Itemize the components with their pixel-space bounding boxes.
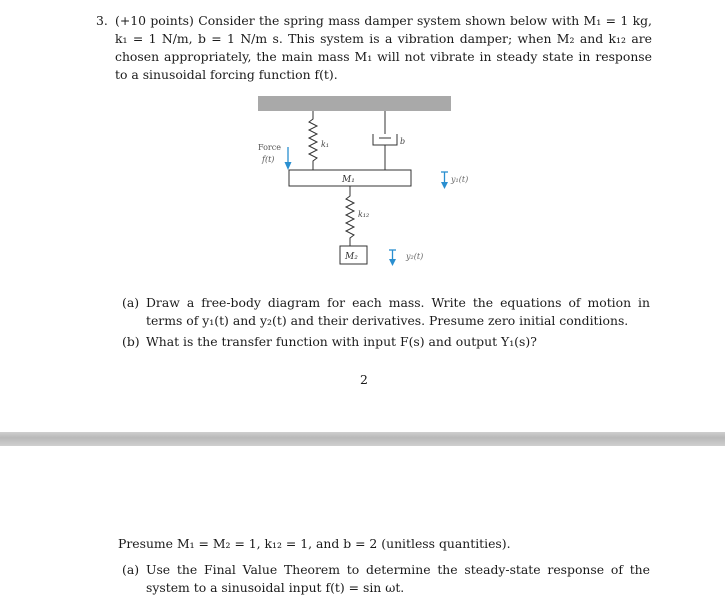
- y1-arrow: [441, 172, 448, 189]
- force-function-label: f(t): [262, 155, 275, 164]
- part-b-text: What is the transfer function with input F(s) and output Y₁(s)?: [146, 334, 537, 349]
- spring-k1: [309, 111, 317, 170]
- problem-number: 3.: [96, 13, 108, 28]
- y2-arrow: [389, 250, 396, 266]
- part-a-label: (a): [122, 295, 140, 310]
- part-a: [122, 294, 650, 330]
- page-separator: [0, 432, 725, 446]
- ground-plate: [258, 96, 451, 111]
- page-2: [0, 446, 725, 596]
- force-label: Force: [258, 143, 281, 152]
- page2-part-a-label: (a): [122, 562, 140, 577]
- y2-label: y₂(t): [406, 252, 424, 261]
- part-b: [122, 333, 650, 351]
- force-arrow: [285, 147, 292, 170]
- damper-b: [373, 111, 397, 170]
- part-a-text: Draw a free-body diagram for each mass. Write the equations of motion in terms of y₁(t) and y₂(t) and their derivatives. Presume zero initial conditions.: [146, 295, 650, 328]
- b-label: b: [400, 137, 406, 146]
- m1-label: M₁: [342, 175, 355, 185]
- m2-label: M₂: [345, 252, 358, 262]
- page2-part-a: [122, 561, 650, 597]
- spring-k12: [346, 186, 354, 246]
- problem-3-statement: (+10 points) Consider the spring mass damper system shown below with M₁ = 1 kg, k₁ = 1 N/m, b = 1 N/m s. This system is a vibration damper; when M₂ and k₁₂ are chosen appropriately, the main mass M₁ will not vibrate in steady state in response to a sinusoidal forcing function f(t).: [115, 13, 652, 82]
- k12-label: k₁₂: [358, 210, 370, 219]
- page-number: 2: [360, 372, 368, 387]
- y1-label: y₁(t): [451, 175, 469, 184]
- presume-statement: Presume M₁ = M₂ = 1, k₁₂ = 1, and b = 2 (unitless quantities).: [118, 536, 511, 551]
- part-b-label: (b): [122, 334, 140, 349]
- k1-label: k₁: [321, 140, 330, 149]
- page2-part-a-text: Use the Final Value Theorem to determine the steady-state response of the system to a sinusoidal input f(t) = sin ωt.: [146, 562, 650, 595]
